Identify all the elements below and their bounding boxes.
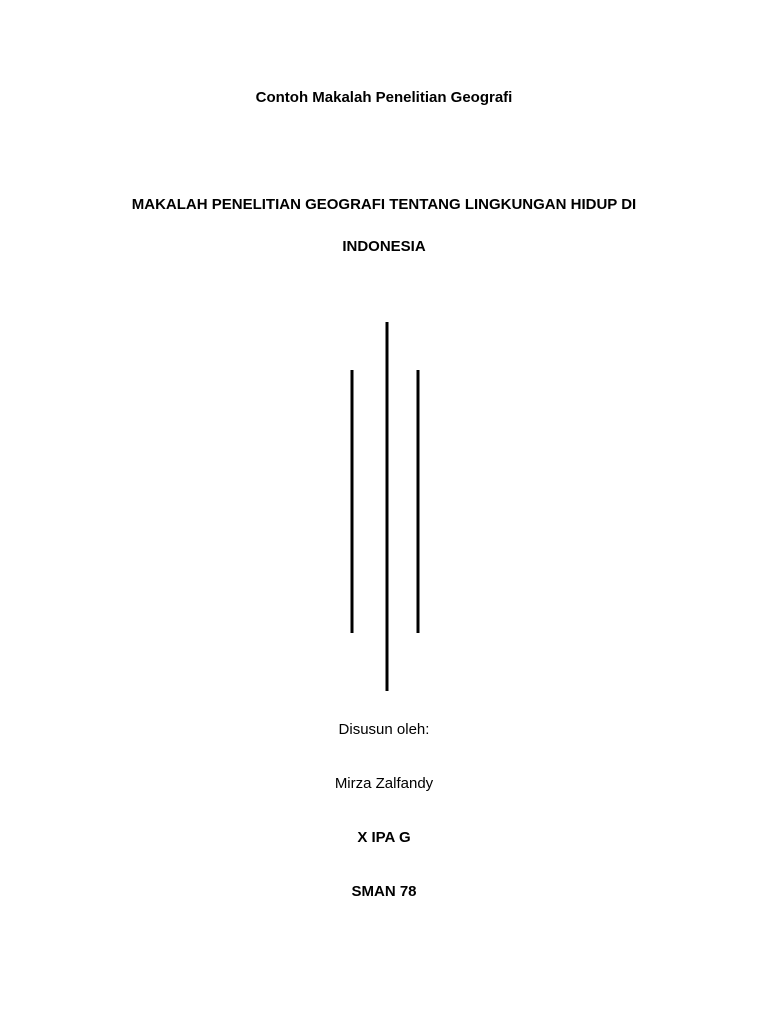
document-title-line-1: MAKALAH PENELITIAN GEOGRAFI TENTANG LINGKUNGAN HIDUP DI xyxy=(131,196,637,213)
document-header: Contoh Makalah Penelitian Geografi xyxy=(255,89,513,106)
author-class: X IPA G xyxy=(357,829,411,846)
school-name: SMAN 78 xyxy=(351,883,417,900)
document-title-line-2: INDONESIA xyxy=(342,238,426,255)
author-label: Disusun oleh: xyxy=(338,721,430,738)
author-name: Mirza Zalfandy xyxy=(334,775,434,792)
